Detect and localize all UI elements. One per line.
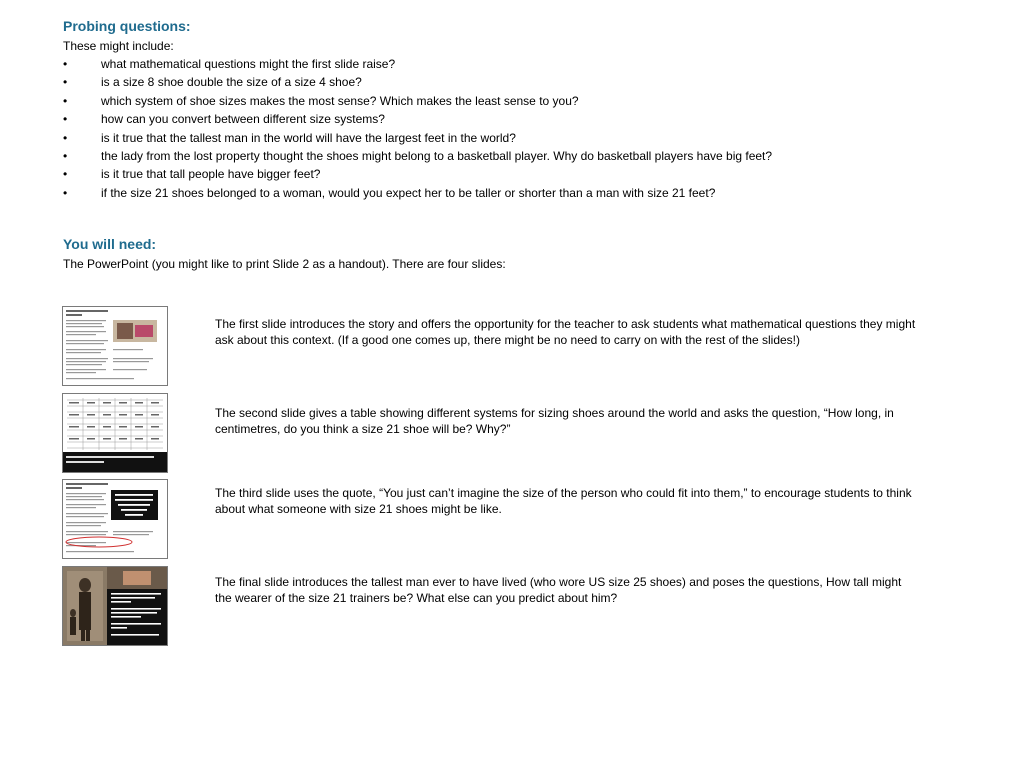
list-item — [63, 112, 963, 130]
list-item — [63, 131, 963, 149]
list-item-text: is it true that tall people have bigger feet? — [101, 167, 321, 182]
bullet-icon: • — [63, 167, 68, 182]
list-item-text: the lady from the lost property thought the shoes might belong to a basketball player. Why do basketball players have big feet? — [101, 148, 773, 163]
list-item-text: is it true that the tallest man in the world will have the largest feet in the world? — [101, 130, 516, 145]
bullet-icon: • — [63, 112, 68, 127]
you-will-need-intro: The PowerPoint (you might like to print Slide 2 as a handout). There are four slides: — [63, 257, 506, 271]
list-item — [63, 167, 963, 185]
list-item-text: how can you convert between different size systems? — [101, 112, 385, 127]
bullet-icon: • — [63, 148, 68, 163]
slide-2-description: The second slide gives a table showing different systems for sizing shoes around the world and asks the question, “How long, in centimetres, do you think a size 21 shoe will be? Why?” — [215, 406, 894, 436]
probing-questions-heading: Probing questions: — [63, 18, 191, 34]
slide-2-thumbnail — [62, 393, 168, 473]
slide-4-description: The final slide introduces the tallest man ever to have lived (who wore US size 25 shoes) and poses the questions, How tall might the wearer of the size 21 trainers be? What else can you predict about him? — [215, 575, 902, 605]
bullet-icon: • — [63, 130, 68, 145]
list-item-text: is a size 8 shoe double the size of a size 4 shoe? — [101, 75, 362, 90]
list-item — [63, 149, 963, 167]
bullet-icon: • — [63, 93, 68, 108]
you-will-need-heading: You will need: — [63, 236, 157, 252]
list-item-text: what mathematical questions might the first slide raise? — [101, 57, 396, 71]
slide-4-thumbnail-icon — [63, 567, 167, 645]
probing-intro: These might include: — [63, 39, 174, 53]
slide-1-description: The first slide introduces the story and offers the opportunity for the teacher to ask students what mathematical questions they might ask about this context. (If a good one comes up, there might be no need to carry on with the rest of the slides!) — [215, 317, 916, 347]
bullet-icon: • — [63, 57, 68, 71]
probing-questions-list — [63, 57, 963, 204]
bullet-icon: • — [63, 185, 68, 200]
slide-1-thumbnail — [62, 306, 168, 386]
bullet-icon: • — [63, 75, 68, 90]
list-item-text: if the size 21 shoes belonged to a woman, would you expect her to be taller or shorter than a man with size 21 feet? — [101, 185, 716, 200]
slide-3-thumbnail — [62, 479, 168, 559]
list-item — [63, 186, 963, 204]
slide-2-thumbnail-icon — [63, 394, 167, 472]
slide-1-thumbnail-icon — [63, 307, 167, 385]
slide-3-description: The third slide uses the quote, “You just can’t imagine the size of the person who could fit into them,” to encourage students to think about what someone with size 21 shoes might be like. — [215, 486, 912, 516]
slide-4-thumbnail — [62, 566, 168, 646]
list-item — [63, 57, 963, 75]
slide-3-thumbnail-icon — [63, 480, 167, 558]
list-item — [63, 94, 963, 112]
list-item-text: which system of shoe sizes makes the most sense? Which makes the least sense to you? — [101, 93, 579, 108]
list-item — [63, 75, 963, 93]
